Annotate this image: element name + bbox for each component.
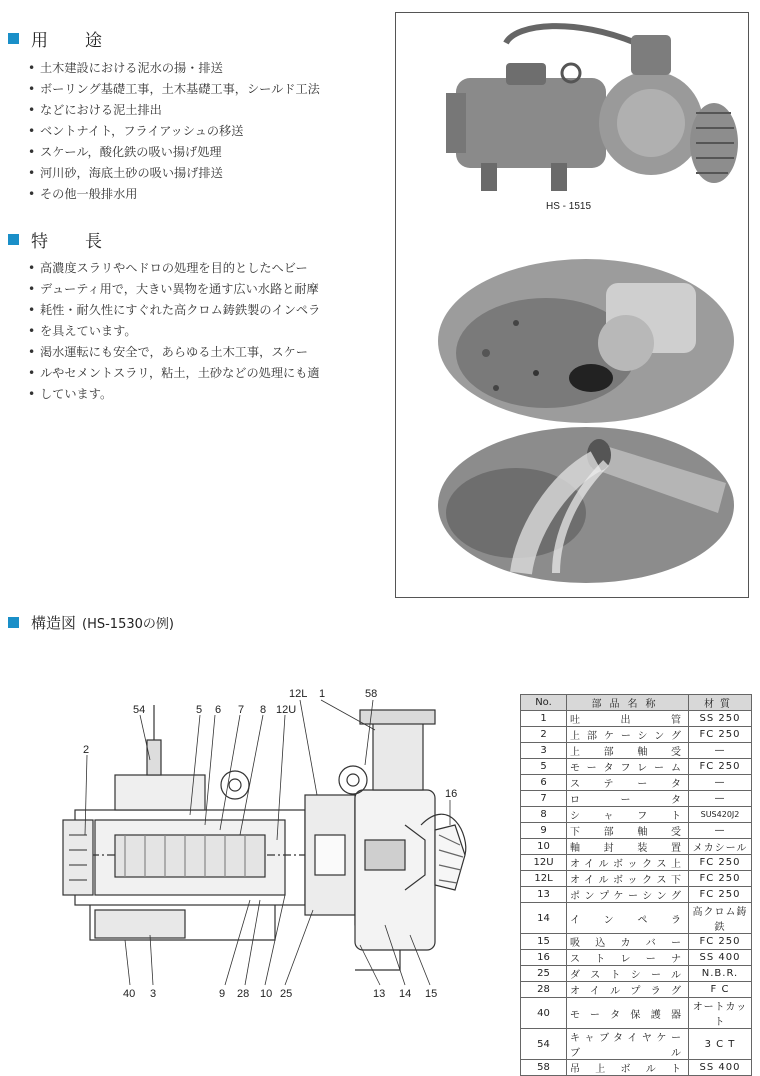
table-row (521, 887, 752, 903)
part-no: 40 (521, 998, 567, 1029)
callout-54: 54 (133, 704, 146, 716)
callout-28: 28 (237, 988, 250, 1000)
table-row (521, 982, 752, 998)
part-name: シャフト (567, 807, 689, 823)
table-row (521, 934, 752, 950)
part-name: 吐出管 (567, 711, 689, 727)
callout-3: 3 (150, 988, 157, 1000)
blue-square-icon (8, 617, 19, 628)
header-no: No. (521, 695, 567, 711)
part-name: 吸込カバー (567, 934, 689, 950)
table-row (521, 743, 752, 759)
uses-item: • ベントナイト，フライアッシュの移送 (28, 121, 368, 142)
part-no: 14 (521, 903, 567, 934)
part-no: 6 (521, 775, 567, 791)
parts-table-body (521, 711, 752, 1076)
part-no: 12L (521, 871, 567, 887)
part-material: FC 250 (689, 887, 752, 903)
callout-2: 2 (83, 744, 90, 756)
part-no: 9 (521, 823, 567, 839)
table-row (521, 950, 752, 966)
part-name: ダストシール (567, 966, 689, 982)
header-name: 部品名称 (567, 695, 689, 711)
part-material: FC 250 (689, 871, 752, 887)
uses-item: • 土木建設における泥水の揚・排送 (28, 58, 368, 79)
part-no: 25 (521, 966, 567, 982)
part-no: 2 (521, 727, 567, 743)
parts-table (520, 694, 752, 1076)
callout-40: 40 (123, 988, 136, 1000)
part-no: 1 (521, 711, 567, 727)
photo-caption: HS - 1515 (546, 201, 592, 212)
table-row (521, 1060, 752, 1076)
photo-frame (395, 12, 749, 598)
part-material: — (689, 775, 752, 791)
callout-12U: 12U (276, 704, 297, 716)
callout-25: 25 (280, 988, 293, 1000)
features-line-cont: • を具えています。 (28, 321, 368, 342)
uses-item: • その他一般排水用 (28, 184, 368, 205)
part-material: SS 400 (689, 1060, 752, 1076)
uses-list (28, 58, 368, 205)
part-no: 12U (521, 855, 567, 871)
pump-photos (396, 13, 748, 597)
callout-9: 9 (219, 988, 226, 1000)
table-row (521, 839, 752, 855)
part-material: 3 C T (689, 1029, 752, 1060)
features-line: • 高濃度スラリやヘドロの処理を目的としたヘビー (28, 258, 368, 279)
uses-heading (8, 26, 112, 51)
callout-10: 10 (260, 988, 273, 1000)
part-no: 7 (521, 791, 567, 807)
table-row (521, 871, 752, 887)
uses-item: • ボーリング基礎工事，土木基礎工事，シールド工法 (28, 79, 368, 100)
structure-title: 構造図 (31, 614, 77, 632)
part-material: 高クロム鋳鉄 (689, 903, 752, 934)
features-list (28, 258, 368, 405)
features-heading (8, 227, 112, 252)
features-line-cont: • ルやセメントスラリ，粘土，土砂などの処理にも適 (28, 363, 368, 384)
table-row (521, 791, 752, 807)
part-name: モータ保護器 (567, 998, 689, 1029)
table-row (521, 727, 752, 743)
part-name: オイルプラグ (567, 982, 689, 998)
part-name: ステータ (567, 775, 689, 791)
table-row (521, 998, 752, 1029)
callout-16: 16 (445, 788, 458, 800)
uses-item: • 河川砂，海底土砂の吸い揚げ排送 (28, 163, 368, 184)
part-name: 下部軸受 (567, 823, 689, 839)
part-no: 10 (521, 839, 567, 855)
callout-12L: 12L (289, 688, 308, 700)
table-row (521, 775, 752, 791)
part-no: 16 (521, 950, 567, 966)
part-name: 上部軸受 (567, 743, 689, 759)
mud-photo-2 (438, 427, 734, 583)
callout-7: 7 (238, 704, 245, 716)
features-line-cont: • 耗性・耐久性にすぐれた高クロム鋳鉄製のインペラ (28, 300, 368, 321)
part-name: モータフレーム (567, 759, 689, 775)
part-material: SS 250 (689, 711, 752, 727)
mud-photo-1 (438, 259, 734, 423)
part-no: 58 (521, 1060, 567, 1076)
part-no: 5 (521, 759, 567, 775)
part-material: FC 250 (689, 855, 752, 871)
structure-heading (8, 612, 174, 633)
pump-photo (446, 26, 738, 191)
part-name: オイルボックス上 (567, 855, 689, 871)
table-row (521, 759, 752, 775)
table-row (521, 823, 752, 839)
part-material: SS 400 (689, 950, 752, 966)
table-row (521, 1029, 752, 1060)
table-row (521, 807, 752, 823)
uses-item-cont: • などにおける泥土排出 (28, 100, 368, 121)
part-material: — (689, 823, 752, 839)
callout-1: 1 (319, 688, 326, 700)
features-line-cont: • しています。 (28, 384, 368, 405)
part-no: 8 (521, 807, 567, 823)
part-name: ロータ (567, 791, 689, 807)
part-no: 13 (521, 887, 567, 903)
structure-diagram (55, 685, 475, 1005)
table-row (521, 966, 752, 982)
part-material: — (689, 791, 752, 807)
part-material: — (689, 743, 752, 759)
callout-8: 8 (260, 704, 267, 716)
part-material: オートカット (689, 998, 752, 1029)
blue-square-icon (8, 33, 19, 44)
part-name: ポンプケーシング (567, 887, 689, 903)
header-material: 材質 (689, 695, 752, 711)
part-name: インペラ (567, 903, 689, 934)
uses-item: • スケール，酸化鉄の吸い揚げ処理 (28, 142, 368, 163)
structure-subtitle: (HS-1530の例) (82, 617, 174, 632)
part-no: 15 (521, 934, 567, 950)
part-material: N.B.R. (689, 966, 752, 982)
features-line: • 渇水運転にも安全で，あらゆる土木工事，スケー (28, 342, 368, 363)
callout-6: 6 (215, 704, 222, 716)
part-material: F C (689, 982, 752, 998)
features-line-cont: • デューティ用で，大きい異物を通す広い水路と耐摩 (28, 279, 368, 300)
callout-15: 15 (425, 988, 438, 1000)
part-name: ストレーナ (567, 950, 689, 966)
part-material: FC 250 (689, 727, 752, 743)
part-name: 軸封装置 (567, 839, 689, 855)
part-name: 上部ケーシング (567, 727, 689, 743)
part-material: FC 250 (689, 759, 752, 775)
table-row (521, 711, 752, 727)
blue-square-icon (8, 234, 19, 245)
parts-table-header (521, 695, 752, 711)
part-name: 吊上ボルト (567, 1060, 689, 1076)
callout-14: 14 (399, 988, 412, 1000)
part-material: メカシール (689, 839, 752, 855)
uses-title: 用 途 (31, 31, 112, 51)
part-name: オイルボックス下 (567, 871, 689, 887)
table-row (521, 903, 752, 934)
callout-58: 58 (365, 688, 378, 700)
part-material: FC 250 (689, 934, 752, 950)
callout-13: 13 (373, 988, 386, 1000)
part-no: 54 (521, 1029, 567, 1060)
part-no: 28 (521, 982, 567, 998)
features-title: 特 長 (31, 232, 112, 252)
table-row (521, 855, 752, 871)
part-name: キャブタイヤケーブル (567, 1029, 689, 1060)
part-material: SUS420J2 (689, 807, 752, 823)
part-no: 3 (521, 743, 567, 759)
callout-5: 5 (196, 704, 203, 716)
